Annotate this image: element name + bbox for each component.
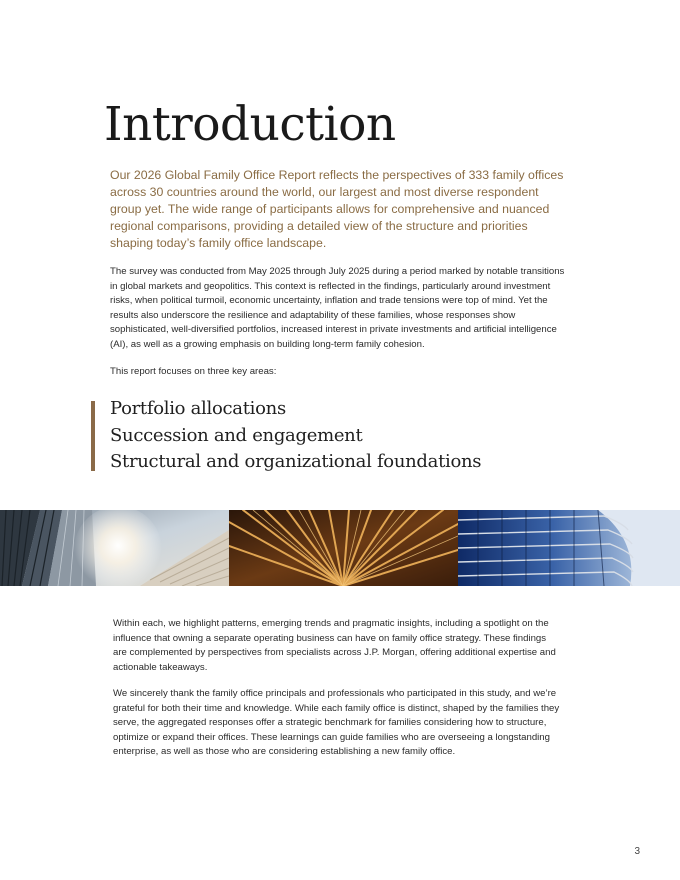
page-title: Introduction <box>104 97 396 152</box>
lead-paragraph: Our 2026 Global Family Office Report reflects the perspectives of 333 family offices across 30 countries around the world, our largest and most diverse respondent group yet. The wide range of participants allows for comprehensive and nuanced regional comparisons, providing a detailed view of the structure and priorities shaping today’s family office landscape. <box>110 168 564 250</box>
body-paragraph-thanks: We sincerely thank the family office principals and professionals who participated in this study, and we’re grateful for both their time and knowledge. While each family office is distinct, shaped by the families they serve, the aggregated responses offer a strategic benchmark for families considering how to structure, optimize or expand their offices. These learnings can guide families who are overseeing a longstanding enterprise, as well as those who are considering establishing a new family office. <box>113 688 560 758</box>
glass-facade-photo <box>458 510 680 586</box>
golden-lines-photo <box>229 510 458 586</box>
body-paragraph-focus: This report focuses on three key areas: <box>110 366 277 377</box>
body-paragraph-insights: Within each, we highlight patterns, emerging trends and pragmatic insights, including a spotlight on the influence that owning a separate operating business can have on family office strategy. These findings are complemented by perspectives from specialists across J.P. Morgan, offering additional expertise and actionable takeaways. <box>113 618 556 673</box>
architecture-photo-banner <box>0 510 680 586</box>
key-area-item: Succession and engagement <box>110 424 363 446</box>
key-areas-list <box>110 396 481 476</box>
page-number: 3 <box>634 846 640 857</box>
body-paragraph-survey: The survey was conducted from May 2025 through July 2025 during a period marked by notable transitions in global markets and geopolitics. This context is reflected in the findings, particularly around investment risks, when political turmoil, economic uncertainty, inflation and trade tensions were top of mind. Yet the results also underscore the resilience and adaptability of these families, whose responses show sophisticated, well-diversified portfolios, increased interest in private investments and artificial intelligence (AI), as well as a growing emphasis on building long-term family cohesion. <box>110 266 565 350</box>
accent-bar <box>91 401 95 471</box>
key-area-item: Portfolio allocations <box>110 398 286 419</box>
skyscraper-photo <box>0 510 229 586</box>
key-area-item: Structural and organizational foundations <box>110 451 482 472</box>
